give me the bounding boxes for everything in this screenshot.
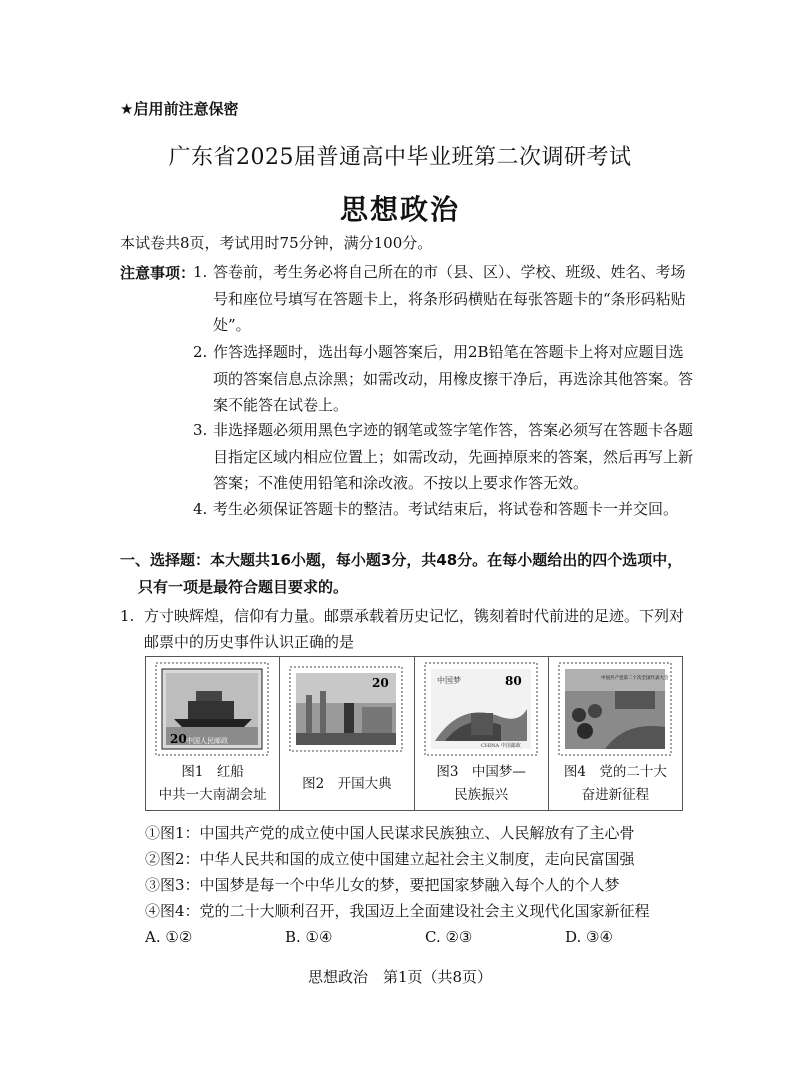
stamp-theme: 中国梦 (436, 676, 461, 685)
caption-line-2: 奋进新征程 (581, 787, 650, 803)
stamp-value: 80 (504, 674, 522, 688)
founding-ceremony-stamp-image (286, 661, 406, 757)
note-number: 1. (193, 263, 208, 281)
stamp-figure-2 (280, 657, 414, 810)
option-2: ②图2：中华人民共和国的成立使中国建立起社会主义制度，走向民富国强 (145, 850, 635, 868)
figure-2-caption (280, 773, 413, 796)
stamp-issuer: CHINA 中国邮政 (480, 743, 521, 749)
note-item-4 (193, 496, 693, 523)
stamp-figure-4 (549, 657, 682, 810)
stamp-issuer: 中国人民邮政 (186, 737, 228, 745)
question-number: 1. (120, 607, 135, 625)
choice-c[interactable]: C. ②③ (425, 928, 473, 946)
note-text: 考生必须保证答题卡的整洁。考试结束后，将试卷和答题卡一并交回。 (213, 500, 679, 518)
note-number: 2. (193, 343, 208, 361)
question-1 (120, 603, 690, 655)
note-item-3 (193, 417, 693, 497)
note-text: 答卷前，考生务必将自己所在的市（县、区）、学校、班级、姓名、考场号和座位号填写在答题卡上，将条形码横贴在每张答题卡的“条形码粘贴处”。 (213, 263, 686, 334)
note-item-2 (193, 339, 693, 419)
question-stem: 方寸映辉煌，信仰有力量。邮票承载着历史记忆，镌刻着时代前进的足迹。下列对邮票中的历史事件认识正确的是 (144, 607, 685, 651)
exam-title: 广东省2025届普通高中毕业班第二次调研考试 (168, 145, 632, 170)
party-congress-stamp-image (555, 661, 675, 757)
page-footer: 思想政治 第1页（共8页） (307, 968, 493, 986)
option-1: ①图1：中国共产党的成立使中国人民谋求民族独立、人民解放有了主心骨 (145, 824, 635, 842)
caption-line-1: 图4 党的二十大 (563, 764, 667, 780)
note-number: 3. (193, 421, 208, 439)
stamp-figure-3 (415, 657, 549, 810)
choice-b[interactable]: B. ①④ (285, 928, 333, 946)
note-text: 作答选择题时，选出每小题答案后，用2B铅笔在答题卡上将对应题目选项的答案信息点涂黑；如需改动，用橡皮擦干净后，再选涂其他答案。答案不能答在试卷上。 (213, 343, 694, 414)
caption-line-1: 图3 中国梦— (436, 764, 526, 780)
option-4: ④图4：党的二十大顺利召开，我国迈上全面建设社会主义现代化国家新征程 (145, 902, 650, 920)
section-line-1: 一、选择题：本大题共16小题，每小题3分，共48分。在每小题给出的四个选项中， (120, 551, 683, 569)
section-heading (120, 547, 690, 601)
option-3: ③图3：中国梦是每一个中华儿女的梦，要把国家梦融入每个人的个人梦 (145, 876, 620, 894)
figure-1-caption (146, 761, 279, 807)
note-text: 非选择题必须用黑色字迹的钢笔或签字笔作答，答案必须写在答题卡各题目指定区域内相应位置上；如需改动，先画掉原来的答案，然后再写上新答案；不准使用铅笔和涂改液。不按以上要求作答无效。 (213, 421, 694, 492)
confidential-label: ★启用前注意保密 (120, 100, 239, 118)
notes-label: 注意事项： (120, 264, 196, 282)
note-item-1 (193, 259, 693, 339)
note-number: 4. (193, 500, 208, 518)
stamp-figure-table (145, 656, 683, 811)
caption-line-2: 中共一大南湖会址 (158, 787, 267, 803)
section-line-2: 只有一项是最符合题目要求的。 (138, 578, 349, 596)
figure-3-caption (415, 761, 548, 807)
figure-4-caption (549, 761, 682, 807)
stamp-caption: 中国共产党第二十次全国代表大会 (600, 676, 669, 681)
chinese-dream-stamp-image (421, 661, 541, 757)
choice-a[interactable]: A. ①② (145, 928, 193, 946)
caption-line-1: 图1 红船 (181, 764, 244, 780)
caption-line-1: 图2 开国大典 (302, 776, 392, 792)
red-boat-stamp-image (152, 661, 272, 757)
subject-title: 思想政治 (339, 193, 460, 226)
exam-meta: 本试卷共8页，考试用时75分钟，满分100分。 (120, 234, 433, 252)
stamp-value: 20 (170, 732, 187, 746)
caption-line-2: 民族振兴 (454, 787, 509, 803)
stamp-value: 20 (372, 676, 389, 690)
stamp-figure-1 (146, 657, 280, 810)
choice-d[interactable]: D. ③④ (565, 928, 613, 946)
